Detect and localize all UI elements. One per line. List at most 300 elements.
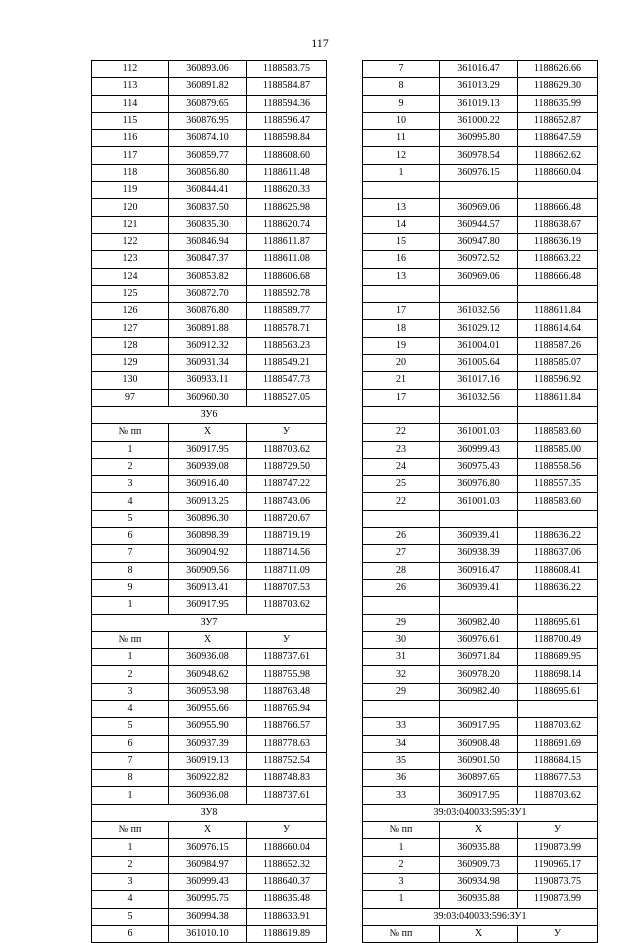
point-number: 33	[363, 787, 440, 804]
y-coordinate: 1188652.32	[247, 856, 327, 873]
x-coordinate: 360901.50	[440, 752, 518, 769]
x-coordinate: 360916.40	[169, 476, 247, 493]
point-number: 3	[363, 873, 440, 890]
table-row	[363, 787, 598, 804]
table-row	[92, 666, 327, 683]
point-number: 2	[92, 856, 169, 873]
point-number: 13	[363, 199, 440, 216]
point-number: 5	[92, 510, 169, 527]
table-row	[92, 199, 327, 216]
x-coordinate: 360891.82	[169, 78, 247, 95]
x-coordinate: 360935.88	[440, 839, 518, 856]
y-coordinate	[518, 700, 598, 717]
table-row	[363, 476, 598, 493]
table-row	[92, 562, 327, 579]
y-coordinate: 1188700.49	[518, 631, 598, 648]
y-coordinate: 1188707.53	[247, 579, 327, 596]
y-coordinate: 1188635.99	[518, 95, 598, 112]
table-row	[92, 856, 327, 873]
point-number: 127	[92, 320, 169, 337]
point-number	[363, 700, 440, 717]
x-coordinate	[440, 510, 518, 527]
point-number: 112	[92, 61, 169, 78]
point-number: 15	[363, 233, 440, 250]
y-coordinate	[518, 406, 598, 423]
point-number: 3	[92, 476, 169, 493]
table-row	[363, 873, 598, 890]
y-coordinate: 1190873.99	[518, 839, 598, 856]
x-coordinate: 360969.06	[440, 199, 518, 216]
x-coordinate: 360908.48	[440, 735, 518, 752]
y-coordinate: 1188763.48	[247, 683, 327, 700]
x-coordinate: 361004.01	[440, 337, 518, 354]
section-title: ЗУ7	[92, 614, 327, 631]
header-y: У	[518, 822, 598, 839]
section-title-row	[363, 804, 598, 821]
x-coordinate: 360846.94	[169, 233, 247, 250]
y-coordinate: 1188583.60	[518, 493, 598, 510]
point-number: 7	[92, 752, 169, 769]
x-coordinate: 360982.40	[440, 614, 518, 631]
section-title-row	[92, 614, 327, 631]
x-coordinate: 360947.80	[440, 233, 518, 250]
y-coordinate: 1190873.99	[518, 891, 598, 908]
y-coordinate	[518, 285, 598, 302]
table-row	[92, 787, 327, 804]
y-coordinate: 1188625.98	[247, 199, 327, 216]
table-row	[92, 95, 327, 112]
coordinates-table-right	[362, 60, 598, 943]
x-coordinate: 360853.82	[169, 268, 247, 285]
header-point-number: № пп	[92, 631, 169, 648]
table-row	[92, 233, 327, 250]
x-coordinate: 360936.08	[169, 649, 247, 666]
y-coordinate: 1188689.95	[518, 649, 598, 666]
table-row	[92, 891, 327, 908]
y-coordinate: 1188620.33	[247, 182, 327, 199]
point-number: 3	[92, 683, 169, 700]
table-row	[363, 752, 598, 769]
x-coordinate: 360948.62	[169, 666, 247, 683]
table-row	[363, 718, 598, 735]
y-coordinate: 1188558.56	[518, 458, 598, 475]
point-number: 123	[92, 251, 169, 268]
y-coordinate: 1188660.04	[247, 839, 327, 856]
x-coordinate: 360874.10	[169, 130, 247, 147]
point-number: 128	[92, 337, 169, 354]
table-row	[363, 199, 598, 216]
separator-row	[363, 406, 598, 423]
y-coordinate: 1188578.71	[247, 320, 327, 337]
table-row	[92, 112, 327, 129]
x-coordinate: 360975.43	[440, 458, 518, 475]
table-row	[363, 631, 598, 648]
x-coordinate: 360913.41	[169, 579, 247, 596]
point-number: 18	[363, 320, 440, 337]
x-coordinate: 361019.13	[440, 95, 518, 112]
x-coordinate: 360939.08	[169, 458, 247, 475]
table-row	[92, 839, 327, 856]
header-x: Х	[440, 822, 518, 839]
y-coordinate: 1188611.84	[518, 303, 598, 320]
point-number: 4	[92, 891, 169, 908]
x-coordinate: 360912.32	[169, 337, 247, 354]
x-coordinate: 360999.43	[440, 441, 518, 458]
x-coordinate: 360837.50	[169, 199, 247, 216]
point-number: 17	[363, 389, 440, 406]
section-title-row	[363, 908, 598, 925]
table-row	[363, 130, 598, 147]
y-coordinate: 1188614.64	[518, 320, 598, 337]
point-number: 8	[92, 562, 169, 579]
table-row	[92, 597, 327, 614]
point-number: 24	[363, 458, 440, 475]
y-coordinate: 1188583.75	[247, 61, 327, 78]
table-row	[363, 78, 598, 95]
x-coordinate: 360953.98	[169, 683, 247, 700]
point-number: 5	[92, 908, 169, 925]
table-row	[363, 441, 598, 458]
separator-row	[363, 182, 598, 199]
table-row	[92, 182, 327, 199]
y-coordinate: 1188611.87	[247, 233, 327, 250]
table-row	[92, 303, 327, 320]
x-coordinate: 360934.98	[440, 873, 518, 890]
x-coordinate: 360994.38	[169, 908, 247, 925]
table-row	[92, 147, 327, 164]
table-row	[92, 251, 327, 268]
x-coordinate: 361032.56	[440, 303, 518, 320]
table-row	[363, 216, 598, 233]
point-number: 36	[363, 770, 440, 787]
table-row	[363, 95, 598, 112]
table-row	[363, 164, 598, 181]
x-coordinate: 360978.20	[440, 666, 518, 683]
x-coordinate	[440, 700, 518, 717]
table-row	[363, 337, 598, 354]
section-title: 39:03:040033:596:ЗУ1	[363, 908, 598, 925]
x-coordinate: 360893.06	[169, 61, 247, 78]
x-coordinate	[440, 182, 518, 199]
header-y: У	[518, 925, 598, 942]
y-coordinate: 1188714.56	[247, 545, 327, 562]
point-number: 2	[92, 666, 169, 683]
table-row	[92, 770, 327, 787]
y-coordinate: 1188695.61	[518, 614, 598, 631]
x-coordinate: 360844.41	[169, 182, 247, 199]
header-point-number: № пп	[363, 925, 440, 942]
table-row	[92, 355, 327, 372]
table-row	[92, 908, 327, 925]
table-row	[363, 268, 598, 285]
point-number: 3	[92, 873, 169, 890]
y-coordinate: 1188711.09	[247, 562, 327, 579]
x-coordinate: 360995.80	[440, 130, 518, 147]
point-number: 5	[92, 718, 169, 735]
separator-row	[363, 597, 598, 614]
table-row	[363, 320, 598, 337]
x-coordinate: 361016.47	[440, 61, 518, 78]
x-coordinate: 361000.22	[440, 112, 518, 129]
header-y: У	[247, 631, 327, 648]
table-row	[92, 164, 327, 181]
point-number: 22	[363, 424, 440, 441]
y-coordinate: 1188585.07	[518, 355, 598, 372]
y-coordinate: 1188660.04	[518, 164, 598, 181]
table-row	[363, 233, 598, 250]
point-number: 27	[363, 545, 440, 562]
header-point-number: № пп	[92, 424, 169, 441]
y-coordinate: 1188729.50	[247, 458, 327, 475]
point-number: 2	[92, 458, 169, 475]
point-number: 6	[92, 528, 169, 545]
point-number: 1	[92, 597, 169, 614]
x-coordinate: 360939.41	[440, 579, 518, 596]
y-coordinate: 1188636.22	[518, 528, 598, 545]
y-coordinate: 1188703.62	[518, 787, 598, 804]
y-coordinate: 1188752.54	[247, 752, 327, 769]
header-point-number: № пп	[92, 822, 169, 839]
table-row	[363, 649, 598, 666]
x-coordinate: 360909.73	[440, 856, 518, 873]
column-header-row	[363, 822, 598, 839]
point-number: 114	[92, 95, 169, 112]
point-number: 34	[363, 735, 440, 752]
point-number: 13	[363, 268, 440, 285]
y-coordinate: 1188620.74	[247, 216, 327, 233]
x-coordinate: 360969.06	[440, 268, 518, 285]
table-row	[92, 718, 327, 735]
table-row	[363, 147, 598, 164]
y-coordinate: 1188608.41	[518, 562, 598, 579]
x-coordinate: 360931.34	[169, 355, 247, 372]
y-coordinate: 1188737.61	[247, 787, 327, 804]
y-coordinate: 1188626.66	[518, 61, 598, 78]
x-coordinate: 360904.92	[169, 545, 247, 562]
point-number: 31	[363, 649, 440, 666]
y-coordinate: 1188629.30	[518, 78, 598, 95]
x-coordinate: 360935.88	[440, 891, 518, 908]
y-coordinate	[518, 182, 598, 199]
point-number	[363, 510, 440, 527]
table-row	[363, 372, 598, 389]
table-row	[363, 303, 598, 320]
y-coordinate: 1188608.60	[247, 147, 327, 164]
point-number: 121	[92, 216, 169, 233]
point-number: 1	[363, 164, 440, 181]
y-coordinate: 1188748.83	[247, 770, 327, 787]
point-number: 1	[92, 787, 169, 804]
point-number: 12	[363, 147, 440, 164]
x-coordinate: 361029.12	[440, 320, 518, 337]
table-row	[363, 666, 598, 683]
table-row	[363, 735, 598, 752]
x-coordinate: 360955.90	[169, 718, 247, 735]
x-coordinate: 360937.39	[169, 735, 247, 752]
point-number: 7	[92, 545, 169, 562]
x-coordinate: 360876.80	[169, 303, 247, 320]
y-coordinate: 1188589.77	[247, 303, 327, 320]
table-row	[92, 268, 327, 285]
y-coordinate: 1188703.62	[518, 718, 598, 735]
x-coordinate: 360976.80	[440, 476, 518, 493]
y-coordinate: 1188635.48	[247, 891, 327, 908]
table-row	[363, 112, 598, 129]
y-coordinate: 1188737.61	[247, 649, 327, 666]
y-coordinate: 1188743.06	[247, 493, 327, 510]
header-y: У	[247, 822, 327, 839]
table-row	[92, 476, 327, 493]
table-row	[363, 355, 598, 372]
y-coordinate: 1188636.22	[518, 579, 598, 596]
point-number: 33	[363, 718, 440, 735]
y-coordinate: 1188652.87	[518, 112, 598, 129]
x-coordinate: 360976.15	[169, 839, 247, 856]
header-x: Х	[169, 822, 247, 839]
x-coordinate: 361005.64	[440, 355, 518, 372]
x-coordinate: 360944.57	[440, 216, 518, 233]
point-number: 1	[363, 891, 440, 908]
x-coordinate: 360835.30	[169, 216, 247, 233]
point-number: 117	[92, 147, 169, 164]
column-header-row	[92, 424, 327, 441]
x-coordinate: 361017.16	[440, 372, 518, 389]
point-number	[363, 182, 440, 199]
y-coordinate: 1188747.22	[247, 476, 327, 493]
x-coordinate: 361013.29	[440, 78, 518, 95]
y-coordinate: 1188619.89	[247, 925, 327, 942]
table-row	[363, 493, 598, 510]
x-coordinate: 360897.65	[440, 770, 518, 787]
table-row	[92, 389, 327, 406]
x-coordinate: 360999.43	[169, 873, 247, 890]
x-coordinate: 360960.30	[169, 389, 247, 406]
x-coordinate: 360936.08	[169, 787, 247, 804]
table-row	[92, 78, 327, 95]
y-coordinate: 1188611.08	[247, 251, 327, 268]
y-coordinate: 1188557.35	[518, 476, 598, 493]
header-x: Х	[440, 925, 518, 942]
y-coordinate: 1188640.37	[247, 873, 327, 890]
point-number: 22	[363, 493, 440, 510]
coordinates-table-left	[91, 60, 327, 943]
x-coordinate: 360913.25	[169, 493, 247, 510]
header-x: Х	[169, 631, 247, 648]
point-number: 126	[92, 303, 169, 320]
point-number: 4	[92, 493, 169, 510]
x-coordinate: 360917.95	[440, 718, 518, 735]
point-number: 113	[92, 78, 169, 95]
table-row	[92, 216, 327, 233]
table-row	[92, 285, 327, 302]
y-coordinate: 1188596.92	[518, 372, 598, 389]
point-number: 8	[92, 770, 169, 787]
table-row	[92, 441, 327, 458]
column-header-row	[92, 631, 327, 648]
x-coordinate: 360978.54	[440, 147, 518, 164]
table-row	[92, 130, 327, 147]
x-coordinate: 360898.39	[169, 528, 247, 545]
table-row	[363, 424, 598, 441]
x-coordinate: 361032.56	[440, 389, 518, 406]
y-coordinate: 1188587.26	[518, 337, 598, 354]
x-coordinate: 360984.97	[169, 856, 247, 873]
point-number: 120	[92, 199, 169, 216]
point-number: 6	[92, 925, 169, 942]
x-coordinate	[440, 285, 518, 302]
y-coordinate: 1188698.14	[518, 666, 598, 683]
x-coordinate: 360917.95	[169, 441, 247, 458]
y-coordinate	[518, 510, 598, 527]
point-number: 122	[92, 233, 169, 250]
point-number: 10	[363, 112, 440, 129]
section-title-row	[92, 804, 327, 821]
y-coordinate: 1188547.73	[247, 372, 327, 389]
point-number: 26	[363, 528, 440, 545]
point-number: 118	[92, 164, 169, 181]
y-coordinate: 1188719.19	[247, 528, 327, 545]
table-row	[92, 528, 327, 545]
column-header-row	[363, 925, 598, 942]
y-coordinate: 1188778.63	[247, 735, 327, 752]
section-title: ЗУ6	[92, 406, 327, 423]
point-number: 8	[363, 78, 440, 95]
table-row	[363, 614, 598, 631]
point-number: 130	[92, 372, 169, 389]
y-coordinate: 1188663.22	[518, 251, 598, 268]
table-row	[363, 891, 598, 908]
x-coordinate: 360859.77	[169, 147, 247, 164]
section-title: 39:03:040033:595:ЗУ1	[363, 804, 598, 821]
y-coordinate: 1190873.75	[518, 873, 598, 890]
x-coordinate: 360919.13	[169, 752, 247, 769]
x-coordinate: 360922.82	[169, 770, 247, 787]
table-row	[363, 389, 598, 406]
table-row	[92, 752, 327, 769]
table-row	[92, 510, 327, 527]
y-coordinate: 1188549.21	[247, 355, 327, 372]
point-number: 6	[92, 735, 169, 752]
y-coordinate: 1188647.59	[518, 130, 598, 147]
table-row	[363, 856, 598, 873]
x-coordinate: 360972.52	[440, 251, 518, 268]
y-coordinate: 1188638.67	[518, 216, 598, 233]
table-row	[363, 683, 598, 700]
point-number: 20	[363, 355, 440, 372]
y-coordinate: 1188755.98	[247, 666, 327, 683]
point-number: 9	[92, 579, 169, 596]
x-coordinate: 360879.65	[169, 95, 247, 112]
table-row	[363, 562, 598, 579]
y-coordinate: 1188596.47	[247, 112, 327, 129]
separator-row	[363, 285, 598, 302]
y-coordinate: 1188637.06	[518, 545, 598, 562]
table-row	[92, 873, 327, 890]
x-coordinate: 360891.88	[169, 320, 247, 337]
table-row	[92, 683, 327, 700]
column-header-row	[92, 822, 327, 839]
y-coordinate: 1188584.87	[247, 78, 327, 95]
point-number: 16	[363, 251, 440, 268]
point-number: 19	[363, 337, 440, 354]
point-number: 1	[92, 649, 169, 666]
separator-row	[363, 700, 598, 717]
x-coordinate: 360938.39	[440, 545, 518, 562]
y-coordinate: 1188703.62	[247, 597, 327, 614]
y-coordinate: 1188594.36	[247, 95, 327, 112]
point-number	[363, 597, 440, 614]
header-x: Х	[169, 424, 247, 441]
